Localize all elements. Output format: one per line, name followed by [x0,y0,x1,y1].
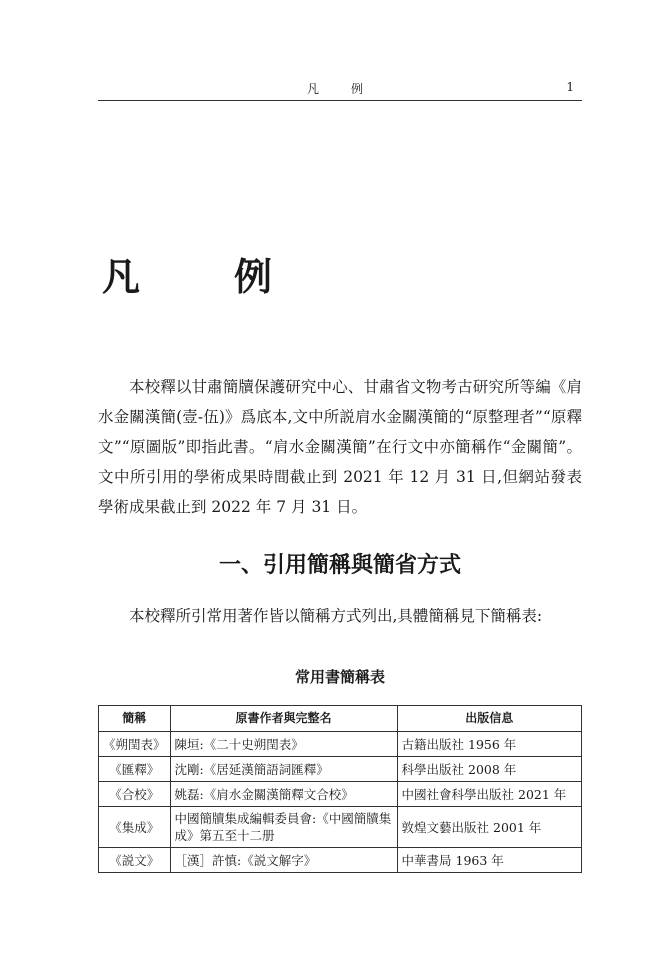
cell-pub: 科學出版社 2008 年 [397,757,581,782]
chapter-title: 凡 例 [102,255,301,299]
cell-pub: 中國社會科學出版社 2021 年 [397,782,581,807]
cell-abbr: 《説文》 [99,848,171,873]
table-row [99,732,582,757]
cell-pub: 敦煌文藝出版社 2001 年 [397,807,581,848]
cell-work: 沈剛:《居延漢簡語詞匯釋》 [170,757,397,782]
table-row [99,848,582,873]
page-number: 1 [566,80,574,94]
cell-work: ［漢］許慎:《説文解字》 [170,848,397,873]
section-heading: 一、引用簡稱與簡省方式 [218,553,461,578]
cell-abbr: 《匯釋》 [99,757,171,782]
cell-pub: 中華書局 1963 年 [397,848,581,873]
running-header [98,78,582,101]
running-header-title: 凡 例 [306,82,373,96]
header-work: 原書作者與完整名 [170,706,397,732]
cell-work: 姚磊:《肩水金關漢簡釋文合校》 [170,782,397,807]
abbreviation-intro-paragraph: 本校釋所引常用著作皆以簡稱方式列出,具體簡稱見下簡稱表: [129,607,543,625]
table-header-row [99,706,582,732]
cell-pub: 古籍出版社 1956 年 [397,732,581,757]
header-pub: 出版信息 [397,706,581,732]
table-row [99,757,582,782]
table-row [99,782,582,807]
cell-abbr: 《合校》 [99,782,171,807]
header-abbr: 簡稱 [99,706,171,732]
table-row [99,807,582,848]
cell-work: 中國簡牘集成編輯委員會:《中國簡牘集成》第五至十二册 [170,807,397,848]
abbreviation-table [98,705,582,873]
cell-abbr: 《朔閏表》 [99,732,171,757]
cell-abbr: 《集成》 [99,807,171,848]
intro-paragraph: 本校釋以甘肅簡牘保護研究中心、甘肅省文物考古研究所等編《肩水金關漢簡(壹-伍)》爲底本,文中所説肩水金關漢簡的“原整理者”“原釋文”“原圖版”即指此書。“肩水金關漢簡”在行文中亦簡稱作“金關簡”。文中所引用的學術成果時間截止到 2021 年 12 月 31 日,但網站發表學術成果截止到 2022 年 7 月 31 日。 [98,378,582,516]
table-caption: 常用書簡稱表 [294,668,385,686]
cell-work: 陳垣:《二十史朔閏表》 [170,732,397,757]
